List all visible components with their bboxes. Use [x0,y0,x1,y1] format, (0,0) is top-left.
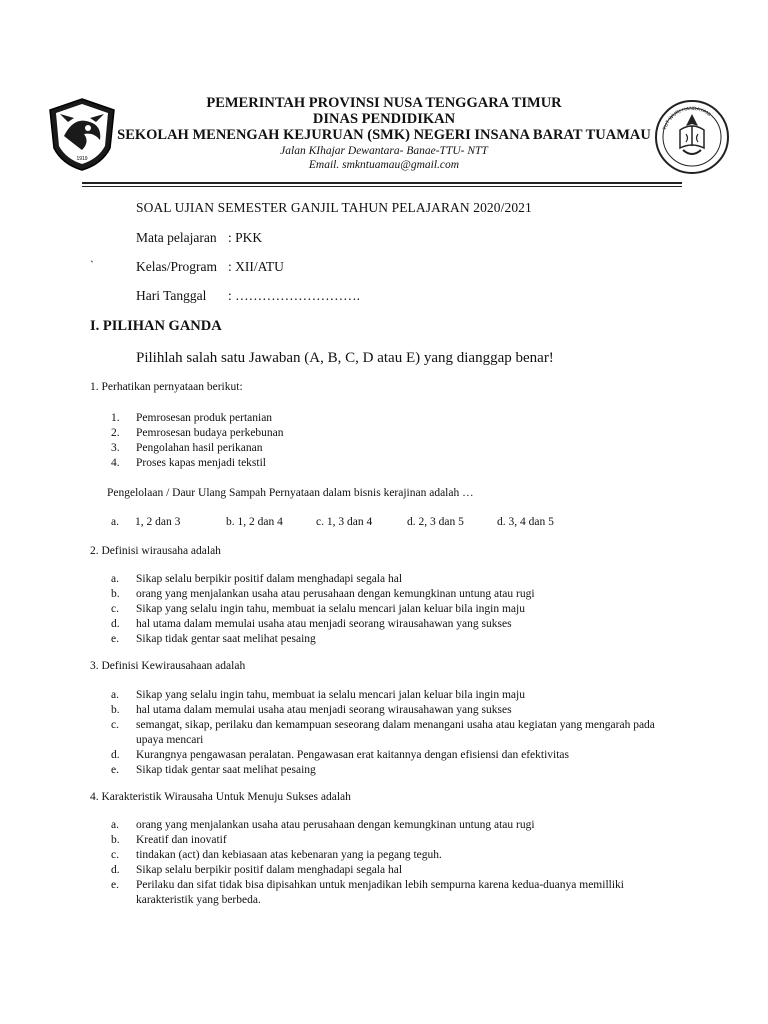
list-item: d. Kurangnya pengawasan peralatan. Pengawasan erat kaitannya dengan efisiensi dan efektivitas [111,749,569,761]
question-1: 1. Perhatikan pernyataan berikut: [90,381,243,393]
subject-label: Mata pelajaran [136,230,217,245]
option-e: d. 3, 4 dan 5 [497,516,554,528]
list-item: b. orang yang menjalankan usaha atau perusahaan dengan kemungkinan untung atau rugi [111,588,535,600]
question-1-statements [111,411,676,471]
exam-title: SOAL UJIAN SEMESTER GANJIL TAHUN PELAJARAN 2020/2021 [136,200,532,215]
list-item: 1. Pemrosesan produk pertanian [111,412,273,424]
subject-row [136,230,262,246]
option-marker: a. [111,516,119,528]
list-item: e. Sikap tidak gentar saat melihat pesaing [111,633,316,645]
option-a: 1, 2 dan 3 [135,516,181,528]
letterhead-government: PEMERINTAH PROVINSI NUSA TENGGARA TIMUR [206,95,562,111]
date-value: : ………………………. [228,288,361,303]
list-item: c. tindakan (act) dan kebiasaan atas kebenaran yang ia pegang teguh. [111,849,442,861]
letterhead-rule-thin [82,186,682,187]
list-item: e. Sikap tidak gentar saat melihat pesaing [111,764,316,776]
stray-mark: ` [90,258,94,272]
letterhead-school: SEKOLAH MENENGAH KEJURUAN (SMK) NEGERI INSANA BARAT TUAMAU [117,127,651,143]
logo-motto: TUT WURI HANDAYANI [661,105,712,131]
list-item: a. Sikap yang selalu ingin tahu, membuat ia selalu mencari jalan keluar bila ingin maju [111,689,525,701]
list-item: a. Sikap selalu berpikir positif dalam menghadapi segala hal [111,573,403,585]
letterhead-department: DINAS PENDIDIKAN [312,111,456,127]
question-2: 2. Definisi wirausaha adalah [90,545,221,557]
option-c: c. 1, 3 dan 4 [316,516,373,528]
question-1-prompt: Pengelolaan / Daur Ulang Sampah Pernyataan dalam bisnis kerajinan adalah … [107,487,474,499]
list-item: c. semangat, sikap, perilaku dan kemampuan seseorang dalam menangani usaha atau kegiatan yang mengarah pada upaya mencari [111,719,655,746]
question-3-options [111,688,676,778]
date-label: Hari Tanggal [136,288,207,303]
option-d: d. 2, 3 dan 5 [407,516,464,528]
emblem-year: 1919 [76,156,88,162]
section-title: I. PILIHAN GANDA [90,318,222,334]
letterhead-address: Jalan KIhajar Dewantara- Banae-TTU- NTT [280,145,488,157]
date-row [136,288,360,304]
class-label: Kelas/Program [136,259,217,274]
list-item: 2. Pemrosesan budaya perkebunan [111,427,284,439]
question-2-options [111,572,676,647]
list-item: b. Kreatif dan inovatif [111,834,227,846]
class-row [136,259,284,275]
list-item: c. Sikap yang selalu ingin tahu, membuat ia selalu mencari jalan keluar bila ingin maju [111,603,525,615]
list-item: d. hal utama dalam memulai usaha atau menjadi seorang wirausahawan yang sukses [111,618,512,630]
letterhead-rule-thick [82,182,682,184]
tut-wuri-handayani-logo [653,98,731,176]
list-item: 4. Proses kapas menjadi tekstil [111,457,266,469]
letterhead-email: Email. smkntuamau@gmail.com [308,159,460,171]
question-4: 4. Karakteristik Wirausaha Untuk Menuju Sukses adalah [90,791,351,803]
list-item: d. Sikap selalu berpikir positif dalam menghadapi segala hal [111,864,403,876]
section-instruction: Pilihlah salah satu Jawaban (A, B, C, D atau E) yang dianggap benar! [136,350,554,366]
list-item: a. orang yang menjalankan usaha atau perusahaan dengan kemungkinan untung atau rugi [111,819,535,831]
list-item: b. hal utama dalam memulai usaha atau menjadi seorang wirausahawan yang sukses [111,704,512,716]
class-value: : XII/ATU [228,259,284,274]
option-b: b. 1, 2 dan 4 [226,516,283,528]
question-4-options [111,818,676,908]
list-item: 3. Pengolahan hasil perikanan [111,442,263,454]
subject-value: : PKK [228,230,263,245]
question-3: 3. Definisi Kewirausahaan adalah [90,660,246,672]
letterhead [100,95,668,172]
list-item: e. Perilaku dan sifat tidak bisa dipisahkan untuk menjadikan lebih sempurna karena kedua-duanya memilliki karakteristik yang berbeda. [111,879,624,906]
